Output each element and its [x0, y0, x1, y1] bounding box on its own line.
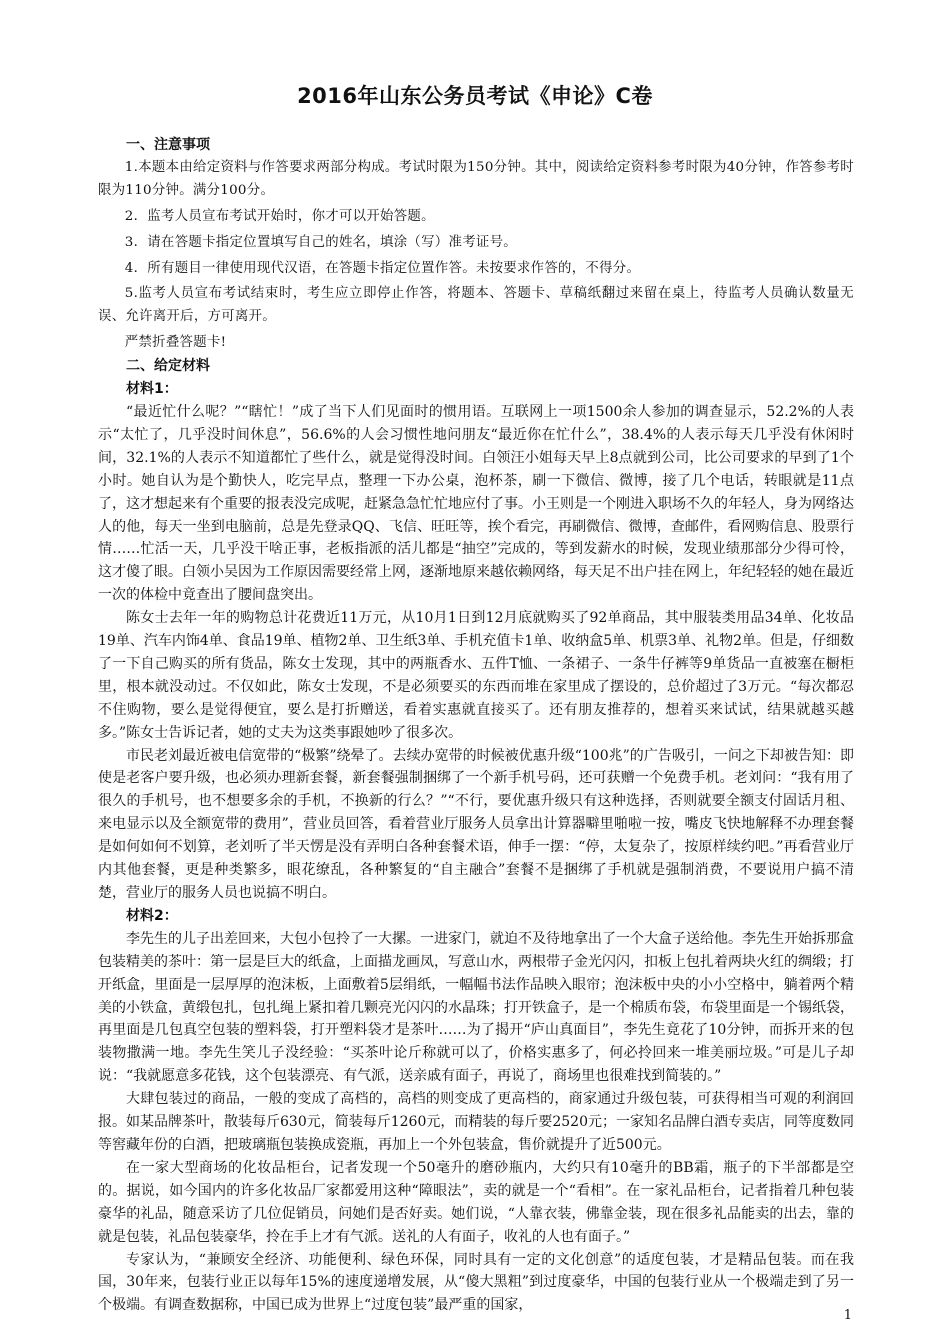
notice-item: 1.本题本由给定资料与作答要求两部分构成。考试时限为150分钟。其中，阅读给定资料参考时限为40分钟，作答参考时限为110分钟。满分100分。: [98, 159, 854, 198]
section-heading-materials: 二、给定材料: [126, 358, 210, 375]
paragraph: 市民老刘最近被电信宽带的“极繁”绕晕了。去续办宽带的时候被优惠升级“100兆”的广告吸引，一问之下却被告知：即使是老客户要升级，也必须办理新套餐，新套餐强制捆绑了一个新手机号码，还可获赠一个免费手机。老刘问：“我有用了很久的手机号，也不想要多余的手机，不换新的行么？”“不行，要优惠升级只有这种选择，否则就要全额支付固话月租、来电显示以及全额宽带的费用”，营业员回答，看着营业厅服务人员拿出计算器噼里啪啦一按，嘴皮飞快地解释不办理套餐是如何如何不划算，老刘听了半天愣是没有弄明白各种套餐术语，伸手一摆：“停，太复杂了，按原样续约吧。”再看营业厅内其他套餐，更是种类繁多，眼花缭乱，各种繁复的“自主融合”套餐不是捆绑了手机就是强制消费，不要说用户搞不清楚，营业厅的服务人员也说搞不明白。: [98, 747, 854, 901]
paragraph: 陈女士去年一年的购物总计花费近11万元，从10月1日到12月底就购买了92单商品，其中服装类用品34单、化妆品19单、汽车内饰4单、食品19单、植物2单、卫生纸3单、手机充值卡1单、收纳盒5单、机票3单、礼物2单。但是，仔细数了一下自己购买的所有货品，陈女士发现，其中的两瓶香水、五件T恤、一条裙子、一条牛仔裤等9单货品一直被塞在橱柜里，根本就没动过。不仅如此，陈女士发现，不是必须要买的东西而堆在家里成了摆设的，总价超过了3万元。“每次都忍不住购物，要么是觉得便宜，要么是打折赠送，看着实惠就直接买了。还有朋友推荐的，想着买来试试，结果就越买越多。”陈女士告诉记者，她的丈夫为这类事跟她吵了很多次。: [98, 610, 854, 741]
notice-item: 5.监考人员宣布考试结束时，考生应立即停止作答，将题本、答题卡、草稿纸翻过来留在桌上，待监考人员确认数量无误、允许离开后，方可离开。: [98, 286, 854, 325]
page-title: 2016年山东公务员考试《申论》C卷: [297, 84, 653, 108]
paragraph: “最近忙什么呢？”“瞎忙！”成了当下人们见面时的惯用语。互联网上一项1500余人参加的调查显示，52.2%的人表示“太忙了，几乎没时间休息”，56.6%的人会习惯性地问朋友“最近你在忙什么”，38.4%的人表示每天几乎没有休闲时间，32.1%的人表示不知道都忙了些什么，就是觉得没时间。白领汪小姐每天早上8点就到公司，比公司要求的早到了1个小时。她自认为是个勤快人，吃完早点，整理一下办公桌，泡杯茶，刷一下微信、微博，接了几个电话，转眼就是11点了，这才想起来有个重要的报表没完成呢，赶紧急急忙忙地应付了事。小王则是一个刚进入职场不久的年轻人，身为网络达人的他，每天一坐到电脑前，总是先登录QQ、飞信、旺旺等，挨个看完，再刷微信、微博，查邮件，看网购信息、股票行情……忙活一天，几乎没干啥正事，老板指派的活儿都是“抽空”完成的，等到发薪水的时候，发现业绩那部分少得可怜，这才傻了眼。白领小吴因为工作原因需要经常上网，逐渐地原来越依赖网络，每天足不出户挂在网上，年纪轻轻的她在最近一次的体检中竟查出了腰间盘突出。: [98, 403, 854, 604]
material-1-label: 材料1：: [126, 381, 178, 398]
notice-item: 3．请在答题卡指定位置填写自己的姓名，填涂（写）准考证号。: [124, 234, 517, 250]
notice-item: 2．监考人员宣布考试开始时，你才可以开始答题。: [124, 208, 435, 224]
notice-list: [98, 157, 854, 355]
paragraph: 大肆包装过的商品，一般的变成了高档的，高档的则变成了更高档的，商家通过升级包装，可获得相当可观的利润回报。如某品牌茶叶，散装每斤630元，简装每斤1260元，而精装的每斤要2520元；一家知名品牌白酒专卖店，同等度数同等窖藏年份的白酒，把玻璃瓶包装换成瓷瓶，再加上一个外包装盒，售价就提升了近500元。: [98, 1091, 854, 1153]
paragraph: 在一家大型商场的化妆品柜台，记者发现一个50毫升的磨砂瓶内，大约只有10毫升的BB霜，瓶子的下半部都是空的。据说，如今国内的许多化妆品厂家都爱用这种“障眼法”，卖的就是一个“看相”。在一家礼品柜台，记者指着几种包装豪华的礼品，随意采访了几位促销员，问她们是否好卖。她们说，“人靠衣装，佛靠金装，现在很多礼品能卖的出去，靠的就是包装，礼品包装豪华，拎在手上才有气派。送礼的人有面子，收礼的人也有面子。”: [98, 1159, 854, 1245]
paragraph: 李先生的儿子出差回来，大包小包拎了一大摞。一进家门，就迫不及待地拿出了一个大盒子送给他。李先生开始拆那盒包装精美的茶叶：第一层是巨大的纸盒，上面描龙画凤，写意山水，两根带子金光闪闪，扣板上包扎着两块火红的绸缎；打开纸盒，里面是一层厚厚的泡沫板，上面敷着5层绢纸，一幅幅书法作品映入眼帘；泡沫板中央的小小空格中，躺着两个精美的小铁盒，黄缎包扎，包扎绳上紧扣着几颗亮光闪闪的水晶珠；打开铁盒子，是一个棉质布袋，布袋里面是一个锡纸袋，再里面是几包真空包装的塑料袋，打开塑料袋才是茶叶……为了揭开“庐山真面目”，李先生竟花了10分钟，而拆开来的包装物撒满一地。李先生笑儿子没经验：“买茶叶论斤称就可以了，价格实惠多了，何必拎回来一堆美丽垃圾。”可是儿子却说：“我就愿意多花钱，这个包装漂亮、有气派，送亲戚有面子，再说了，商场里也很难找到简装的。”: [98, 930, 854, 1085]
notice-item: 严禁折叠答题卡!: [124, 335, 227, 351]
notice-item: 4．所有题目一律使用现代汉语，在答题卡指定位置作答。未按要求作答的，不得分。: [124, 260, 641, 276]
document-body: [98, 134, 854, 1317]
paragraph: 专家认为，“兼顾安全经济、功能便利、绿色环保，同时具有一定的文化创意”的适度包装，才是精品包装。而在我国，30年来，包装行业正以每年15%的速度递增发展，从“傻大黑粗”到过度豪华，中国的包装行业从一个极端走到了另一个极端。有调查数据称，中国已成为世界上“过度包装”最严重的国家，: [98, 1251, 854, 1314]
material-2-label: 材料2：: [126, 907, 178, 924]
section-heading-notices: 一、注意事项: [126, 137, 210, 153]
page-number: 1: [843, 1308, 852, 1323]
